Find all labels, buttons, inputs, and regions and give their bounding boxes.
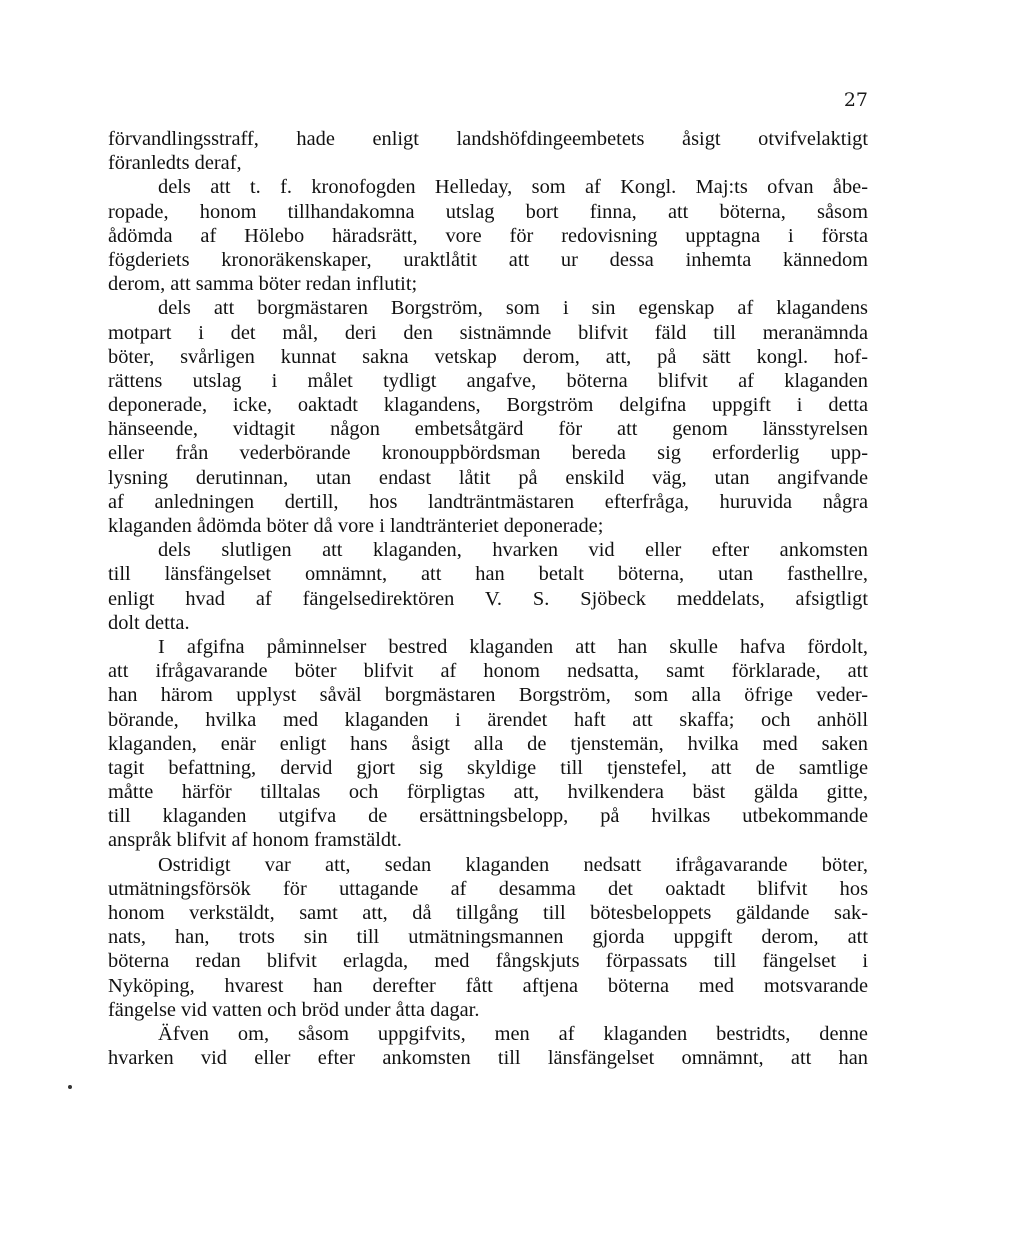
text-line: fögderiets kronoräkenskaper, uraktlåtit att ur dessa inhemta kännedom (108, 248, 868, 271)
text-line: böter, svårligen kunnat sakna vetskap derom, att, på sätt kongl. hof- (108, 345, 868, 368)
text-line: måtte härför tilltalas och förpligtas att, hvilkendera bäst gälda gitte, (108, 781, 868, 804)
text-line: nats, han, trots sin till utmätningsmannen gjorda uppgift derom, att (108, 926, 868, 949)
text-line: klaganden ådömda böter då vore i landtränteriet deponerade; (108, 515, 604, 537)
text-line: rättens utslag i målet tydligt angafve, böterna blifvit af klaganden (108, 369, 868, 392)
text-line: derom, att samma böter redan influtit; (108, 273, 418, 296)
text-line: börande, hvilka med klaganden i ärendet haft att skaffa; och anhöll (108, 708, 868, 731)
text-line: böterna redan blifvit erlagda, med fångskjuts förpassats till fängelset i (108, 950, 868, 973)
text-line: anspråk blifvit af honom framstäldt. (108, 829, 402, 852)
text-line: dels att borgmästaren Borgström, som i sin egenskap af klagandens (158, 297, 868, 320)
text-line: han härom upplyst såväl borgmästaren Borgström, som alla öfrige veder- (108, 684, 868, 707)
text-line: till klaganden utgifva de ersättningsbelopp, på hvilkas utbekommande (108, 805, 868, 828)
text-line: lysning derutinnan, utan endast låtit på enskild väg, utan angifvande (108, 466, 868, 489)
text-line: till länsfängelset omnämnt, att han betalt böterna, utan fasthellre, (108, 563, 868, 586)
text-line: eller från vederbörande kronouppbördsman bereda sig erforderlig upp- (108, 442, 868, 465)
body-text (108, 127, 868, 1070)
text-line: dolt detta. (108, 611, 190, 634)
margin-speck (68, 1085, 72, 1089)
text-line: förvandlingsstraff, hade enligt landshöfdingeembetets åsigt otvifvelaktigt (108, 128, 868, 150)
page-number: 27 (843, 89, 868, 111)
text-line: klaganden, enär enligt hans åsigt alla de tjenstemän, hvilka med saken (108, 732, 868, 755)
text-line: motpart i det mål, deri den sistnämnde blifvit fäld till meranämnda (108, 321, 868, 344)
text-line: föranledts deraf, (108, 152, 242, 175)
text-line: utmätningsförsök för uttagande af desamma det oaktadt blifvit hos (108, 877, 868, 900)
text-line: Äfven om, såsom uppgifvits, men af klaganden bestridts, denne (158, 1022, 868, 1045)
text-line: fängelse vid vatten och bröd under åtta dagar. (108, 998, 480, 1021)
text-line: hvarken vid eller efter ankomsten till länsfängelset omnämnt, att han (108, 1047, 868, 1070)
text-line: I afgifna påminnelser bestred klaganden att han skulle hafva fördolt, (158, 635, 868, 658)
text-line: hänseende, vidtagit någon embetsåtgärd för att genom länsstyrelsen (108, 418, 868, 441)
text-line: Nyköping, hvarest han derefter fått aftjena böterna med motsvarande (108, 974, 868, 997)
text-line: deponerade, icke, oaktadt klagandens, Borgström delgifna uppgift i detta (108, 394, 868, 417)
text-line: af anledningen dertill, hos landträntmästaren efterfråga, huruvida några (108, 490, 868, 513)
text-line: honom verkstäldt, samt att, då tillgång till bötesbeloppets gäldande sak- (108, 902, 868, 924)
text-line: att ifrågavarande böter blifvit af honom nedsatta, samt förklarade, att (108, 660, 868, 683)
text-line: dels att t. f. kronofogden Helleday, som af Kongl. Maj:ts ofvan åbe- (158, 176, 868, 199)
text-line: dels slutligen att klaganden, hvarken vid eller efter ankomsten (158, 539, 868, 562)
text-line: ådömda af Hölebo häradsrätt, vore för redovisning upptagna i första (108, 224, 868, 247)
text-line: enligt hvad af fängelsedirektören V. S. Sjöbeck meddelats, afsigtligt (108, 587, 868, 610)
text-line: tagit befattning, dervid gjort sig skyldige till tjenstefel, att de samtlige (108, 756, 868, 779)
text-line: Ostridigt var att, sedan klaganden nedsatt ifrågavarande böter, (158, 853, 868, 876)
text-line: ropade, honom tillhandakomna utslag bort finna, att böterna, såsom (108, 200, 868, 223)
